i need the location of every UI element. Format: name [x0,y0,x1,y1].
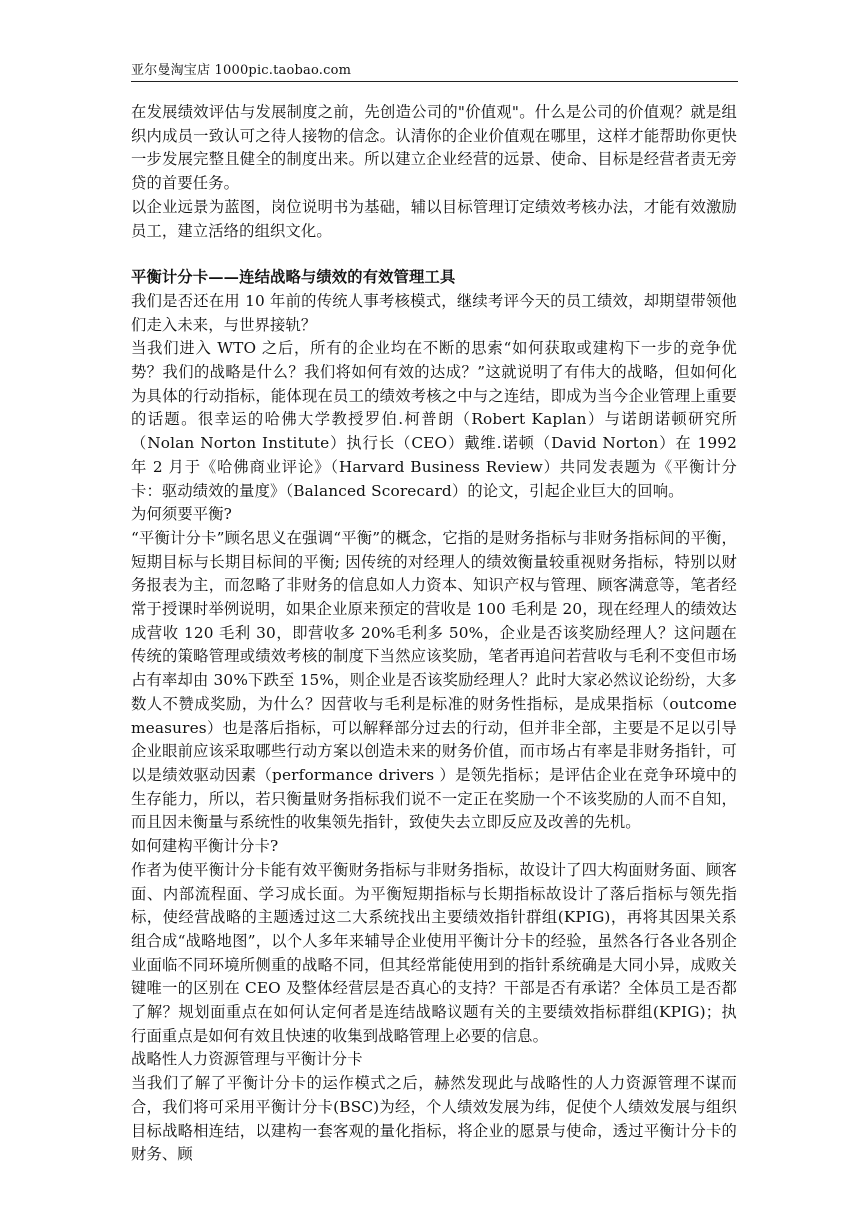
page-header: 亚尔曼淘宝店 1000pic.taobao.com [131,63,352,78]
subheading-strategic-hr: 战略性人力资源管理与平衡计分卡 [131,1050,363,1069]
paragraph-balance: “平衡计分卡”顾名思义在强调“平衡”的概念，它指的是财务指标与非财务指标间的平衡，短期目标与长期目标间的平衡; 因传统的对经理人的绩效衡量较重视财务指标，特别以财务报表为主，而忽略了非财务的信息如人力资本、知识产权与管理、顾客满意等，笔者经常于授课时举例说明，如果企业原来预定的营收是 100 毛利是 20，现在经理人的绩效达成营收 120 毛利 30，即营收多 20%毛利多 50%，企业是否该奖励经理人？这问题在传统的策略管理或绩效考核的制度下当然应该奖励，笔者再追问若营收与毛利不变但市场占有率却由 30%下跌至 15%，则企业是否该奖励经理人？此时大家必然议论纷纷，大多数人不赞成奖励，为什么？因营收与毛利是标准的财务性指标，是成果指标（outcome measures）也是落后指标，可以解释部分过去的行动，但并非全部，主要是不足以引导企业眼前应该采取哪些行动方案以创造未来的财务价值，而市场占有率是非财务指针，可以是绩效驱动因素（performance drivers ）是领先指标；是评估企业在竞争环境中的生存能力，所以，若只衡量财务指标我们说不一定正在奖励一个不该奖励的人而不自知，而且因未衡量与系统性的收集领先指针，致使失去立即反应及改善的先机。 [131,528,737,832]
document-body [131,101,737,1167]
paragraph-vision: 以企业远景为蓝图，岗位说明书为基础，辅以目标管理订定绩效考核办法，才能有效激励员工，建立活络的组织文化。 [131,197,737,240]
paragraph-wto: 当我们进入 WTO 之后，所有的企业均在不断的思索“如何获取或建构下一步的竞争优势？我们的战略是什么？我们将如何有效的达成？”这就说明了有伟大的战略，但如何化为具体的行动指标，能体现在员工的绩效考核之中与之连结，即成为当今企业管理上重要的话题。很幸运的哈佛大学教授罗伯.柯普朗（Robert Kaplan）与诺朗诺顿研究所（Nolan Norton Institute）执行长（CEO）戴维.诺顿（David Norton）在 1992 年 2 月于《哈佛商业评论》（Harvard Business Review）共同发表题为《平衡计分卡：驱动绩效的量度》（Balanced Scorecard）的论文，引起企业巨大的回响。 [131,339,737,500]
paragraph-build: 作者为使平衡计分卡能有效平衡财务指标与非财务指标，故设计了四大构面财务面、顾客面、内部流程面、学习成长面。为平衡短期指标与长期指标故设计了落后指标与领先指标，使经营战略的主题透过这二大系统找出主要绩效指针群组(KPIG)，再将其因果关系组合成“战略地图”，以个人多年来辅导企业使用平衡计分卡的经验，虽然各行各业各别企业面临不同环境所侧重的战略不同，但其经常能使用到的指针系统确是大同小异，成败关键唯一的区别在 CEO 及整体经营层是否真心的支持？干部是否有承诺？全体员工是否都了解？规划面重点在如何认定何者是连结战略议题有关的主要绩效指标群组(KPIG)；执行面重点是如何有效且快速的收集到战略管理上必要的信息。 [131,860,737,1045]
section-title: 平衡计分卡——连结战略与绩效的有效管理工具 [131,268,456,287]
paragraph-strategic-hr: 当我们了解了平衡计分卡的运作模式之后，赫然发现此与战略性的人力资源管理不谋而合，我们将可采用平衡计分卡(BSC)为经，个人绩效发展为纬，促使个人绩效发展与组织目标战略相连结，以建构一套客观的量化指标，将企业的愿景与使命，透过平衡计分卡的财务、顾 [131,1074,737,1164]
subheading-why-balance: 为何须要平衡? [131,505,233,524]
header-divider [131,81,738,82]
subheading-how-build: 如何建构平衡计分卡? [131,837,279,856]
paragraph-gap [131,243,737,266]
paragraph-values: 在发展绩效评估与发展制度之前，先创造公司的"价值观"。什么是公司的价值观？就是组织内成员一致认可之待人接物的信念。认清你的企业价值观在哪里，这样才能帮助你更快一步发展完整且健全的制度出来。所以建立企业经营的远景、使命、目标是经营者责无旁贷的首要任务。 [131,103,737,193]
paragraph-intro: 我们是否还在用 10 年前的传统人事考核模式，继续考评今天的员工绩效，却期望带领他们走入未来，与世界接轨？ [131,291,737,334]
